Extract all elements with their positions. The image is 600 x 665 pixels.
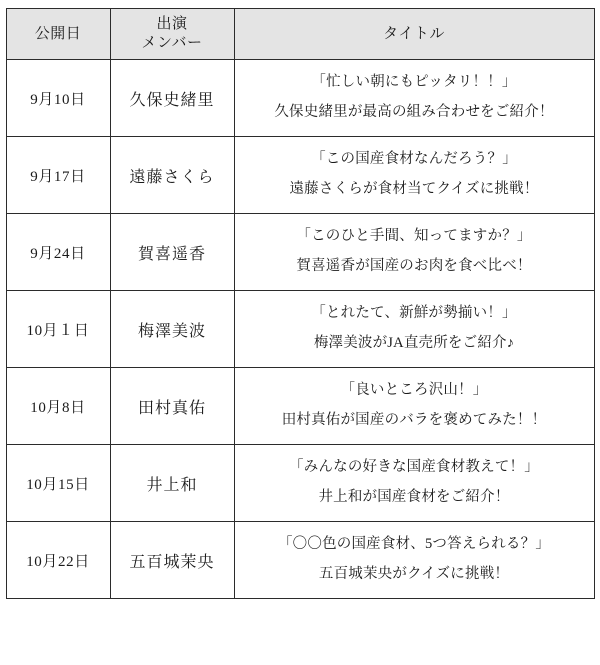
cell-title (234, 522, 594, 599)
cell-date: 9月17日 (6, 137, 110, 214)
cell-title-line2: 賀喜遥香が国産のお肉を食べ比べ！ (296, 258, 532, 274)
cell-title (234, 445, 594, 522)
cell-member: 井上和 (110, 445, 234, 522)
cell-member: 遠藤さくら (110, 137, 234, 214)
cell-date: 10月22日 (6, 522, 110, 599)
cell-title-line1: 「〇〇色の国産食材、5つ答えられる？」 (277, 536, 551, 553)
cell-member: 田村真佑 (110, 368, 234, 445)
table-row (6, 214, 594, 291)
cell-title (234, 60, 594, 137)
table-row (6, 445, 594, 522)
cell-title-line1: 「とれたて、新鮮が勢揃い！」 (311, 305, 517, 322)
cell-title (234, 291, 594, 368)
column-header-member-line2: メンバー (141, 35, 203, 51)
cell-date: 10月8日 (6, 368, 110, 445)
table-header-row (6, 9, 594, 60)
cell-title-line1: 「忙しい朝にもピッタリ！！」 (311, 74, 517, 91)
cell-title (234, 368, 594, 445)
cell-title (234, 214, 594, 291)
cell-date: 10月15日 (6, 445, 110, 522)
column-header-member (110, 9, 234, 60)
cell-title-line1: 「みんなの好きな国産食材教えて！」 (289, 459, 539, 476)
cell-member: 五百城茉央 (110, 522, 234, 599)
table-header (6, 9, 594, 60)
table-row (6, 291, 594, 368)
column-header-member-line1: 出演 (156, 15, 188, 32)
cell-date: 9月24日 (6, 214, 110, 291)
cell-title-line2: 久保史緒里が最高の組み合わせをご紹介！ (274, 104, 554, 120)
cell-title-line2: 五百城茉央がクイズに挑戦！ (318, 566, 510, 582)
cell-title-line2: 遠藤さくらが食材当てクイズに挑戦！ (289, 181, 539, 197)
column-header-date: 公開日 (6, 9, 110, 60)
column-header-title: タイトル (234, 9, 594, 60)
cell-title-line1: 「この国産食材なんだろう？」 (311, 151, 517, 168)
table-body (6, 60, 594, 599)
cell-member: 賀喜遥香 (110, 214, 234, 291)
table-row (6, 368, 594, 445)
cell-title-line2: 田村真佑が国産のバラを褒めてみた！！ (281, 412, 547, 428)
table-row (6, 60, 594, 137)
schedule-table (6, 8, 595, 599)
cell-member: 梅澤美波 (110, 291, 234, 368)
cell-date: 9月10日 (6, 60, 110, 137)
cell-title-line2: 梅澤美波がJA直売所をご紹介♪ (313, 335, 515, 351)
cell-title-line1: 「良いところ沢山！」 (340, 382, 488, 399)
cell-title-line2: 井上和が国産食材をご紹介！ (318, 489, 510, 505)
table-row (6, 137, 594, 214)
cell-date: 10月１日 (6, 291, 110, 368)
cell-title-line1: 「このひと手間、知ってますか？」 (296, 228, 532, 245)
table-row (6, 522, 594, 599)
cell-title (234, 137, 594, 214)
cell-member: 久保史緒里 (110, 60, 234, 137)
